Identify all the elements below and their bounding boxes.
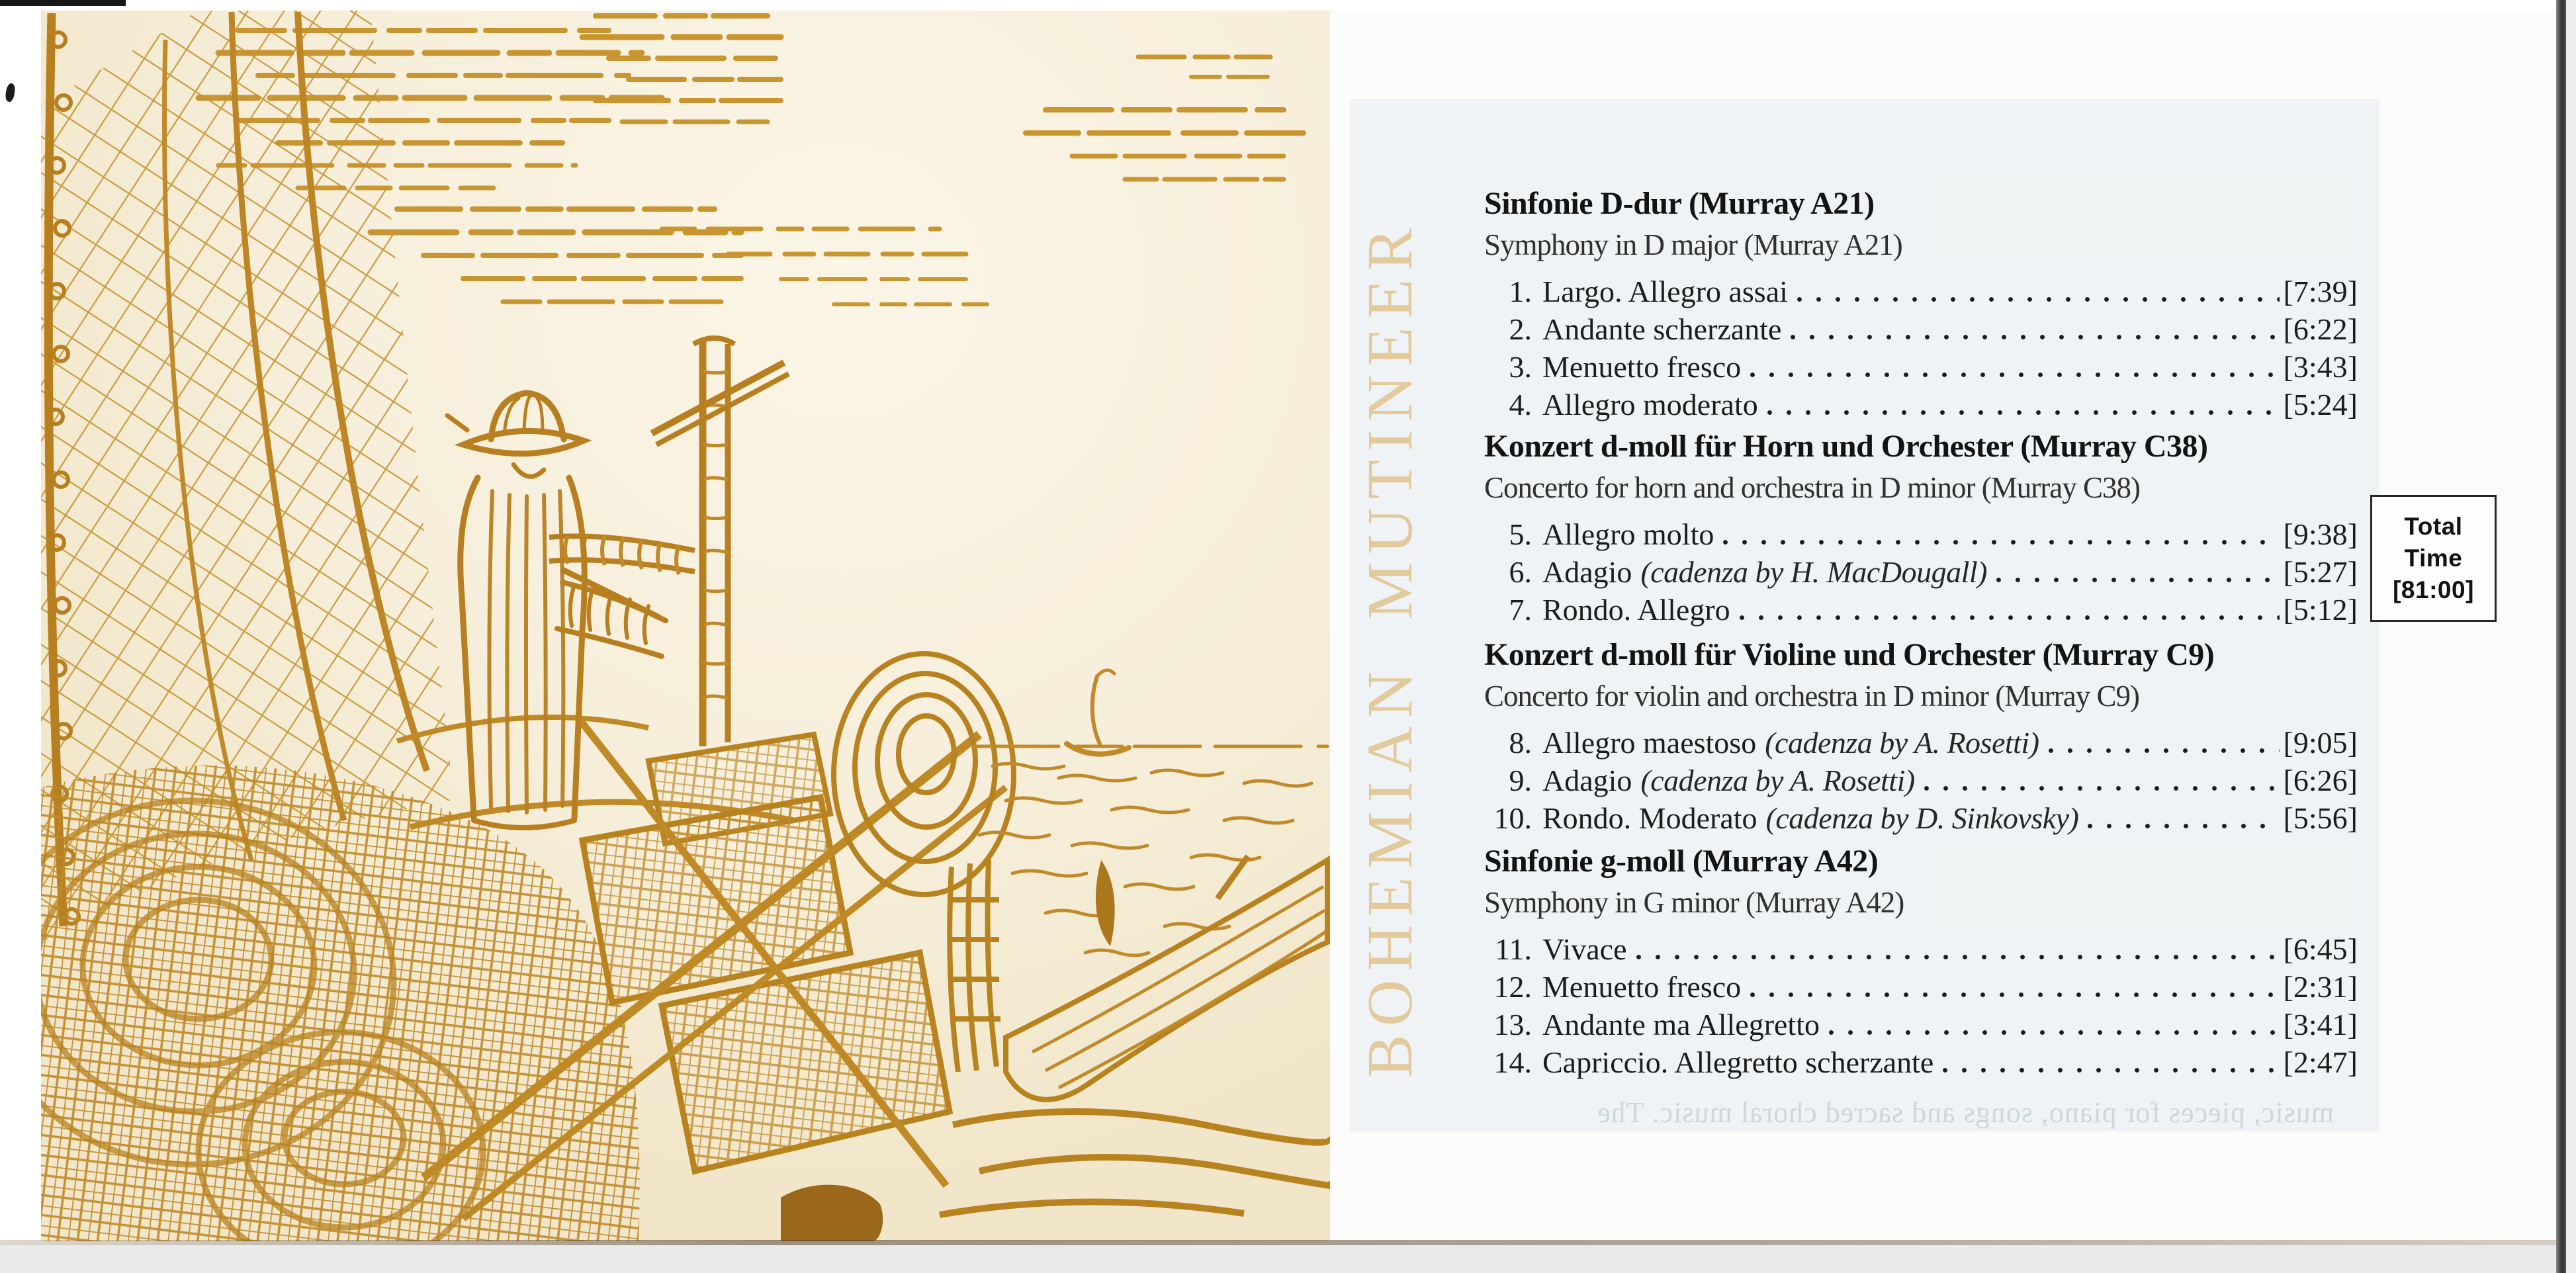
track-number: 10. [1493, 801, 1532, 835]
track-row [1484, 968, 2358, 1006]
left-page-illustration [41, 11, 1330, 1241]
total-time-line2: Time [2404, 545, 2463, 572]
track-time: [6:22] [2283, 312, 2358, 346]
track-time: [3:43] [2283, 350, 2358, 384]
total-time-line1: Total [2404, 513, 2463, 540]
work-title-english: Symphony in G minor (Murray A42) [1484, 886, 1904, 919]
track-row [1484, 799, 2358, 837]
dot-leader [1767, 410, 2280, 415]
track-number: 9. [1509, 764, 1532, 797]
scan-edge-top-bar [0, 0, 126, 6]
cadenza-credit: (cadenza by H. MacDougall) [1640, 555, 1987, 589]
track-title: Menuetto fresco [1542, 970, 1742, 1004]
cadenza-credit: (cadenza by A. Rosetti) [1765, 726, 2039, 760]
track-time: [5:12] [2283, 593, 2358, 627]
track-title: Adagio (cadenza by A. Rosetti) [1542, 764, 1915, 797]
track-row [1484, 273, 2358, 310]
track-number: 4. [1509, 388, 1532, 421]
dot-leader [1996, 578, 2280, 582]
track-number: 3. [1509, 350, 1532, 384]
dot-leader [2088, 824, 2279, 828]
track-title: Vivace [1542, 932, 1627, 966]
track-row [1484, 591, 2358, 629]
total-time-box [2370, 495, 2497, 622]
track-number: 14. [1493, 1045, 1532, 1079]
work-title-german: Sinfonie g-moll (Murray A42) [1484, 844, 1879, 879]
dot-leader [1750, 373, 2279, 377]
track-title: Largo. Allegro assai [1542, 275, 1788, 308]
track-title: Capriccio. Allegretto scherzante [1542, 1045, 1934, 1079]
dot-leader [1924, 786, 2280, 791]
track-time: [6:26] [2283, 764, 2358, 797]
track-number: 1. [1509, 275, 1532, 308]
track-time: [5:24] [2283, 388, 2358, 421]
track-row [1484, 348, 2358, 386]
total-time-value: [81:00] [2393, 576, 2474, 603]
track-title: Andante ma Allegretto [1542, 1008, 1820, 1041]
track-title: Rondo. Allegro [1542, 593, 1730, 627]
track-time: [5:27] [2283, 555, 2358, 589]
track-row [1484, 762, 2358, 799]
dot-leader [1750, 992, 2279, 997]
track-row [1484, 553, 2358, 591]
track-title: Andante scherzante [1542, 312, 1782, 346]
dot-leader [1740, 615, 2280, 620]
dot-leader [1791, 335, 2279, 339]
spine-title-vertical: BOHEMIAN MUTINEER [1355, 219, 1425, 1078]
work-title-german: Sinfonie D-dur (Murray A21) [1484, 186, 1875, 221]
scan-right-margin [2566, 0, 2576, 1273]
track-time: [9:05] [2283, 726, 2358, 760]
track-title: Allegro molto [1542, 517, 1714, 551]
track-row [1484, 386, 2358, 423]
track-time: [5:56] [2283, 801, 2358, 835]
cadenza-credit: (cadenza by D. Sinkovsky) [1765, 801, 2079, 835]
track-row [1484, 1043, 2358, 1081]
page-right-edge-shadow [2556, 0, 2566, 1273]
dot-leader [1723, 540, 2279, 545]
track-row [1484, 724, 2358, 762]
work-title-german: Konzert d-moll für Horn und Orchester (Murray C38) [1484, 429, 2208, 464]
dot-leader [1797, 297, 2280, 302]
track-title: Adagio (cadenza by H. MacDougall) [1542, 555, 1987, 589]
track-title: Menuetto fresco [1542, 350, 1742, 384]
track-number: 8. [1509, 726, 1532, 760]
track-number: 5. [1509, 517, 1532, 551]
track-time: [2:47] [2283, 1045, 2358, 1079]
work-title-german: Konzert d-moll für Violine und Orchester (Murray C9) [1484, 637, 2215, 672]
track-number: 6. [1509, 555, 1532, 589]
ghost-showthrough-text: music, pieces for piano, songs and sacred choral music. The [1597, 1096, 2334, 1129]
work-section-2 [1484, 427, 2358, 629]
dot-leader [1636, 955, 2280, 959]
track-time: [2:31] [2283, 970, 2358, 1004]
track-time: [3:41] [2283, 1008, 2358, 1041]
work-section-3 [1484, 635, 2358, 837]
track-number: 12. [1493, 970, 1532, 1004]
track-title: Allegro moderato [1542, 388, 1758, 421]
track-time: [9:38] [2283, 517, 2358, 551]
track-number: 2. [1509, 312, 1532, 346]
cadenza-credit: (cadenza by A. Rosetti) [1640, 764, 1915, 797]
work-title-english: Concerto for horn and orchestra in D minor (Murray C38) [1484, 471, 2140, 504]
dot-leader [1829, 1030, 2280, 1035]
track-title: Allegro maestoso (cadenza by A. Rosetti) [1542, 726, 2039, 760]
work-section-4 [1484, 842, 2358, 1081]
track-title: Rondo. Moderato (cadenza by D. Sinkovsky) [1542, 801, 2079, 835]
track-time: [7:39] [2283, 275, 2358, 308]
track-time: [6:45] [2283, 932, 2358, 966]
work-section-1 [1484, 184, 2358, 423]
dot-leader [2049, 748, 2280, 753]
track-number: 11. [1495, 932, 1532, 966]
work-title-english: Concerto for violin and orchestra in D minor (Murray C9) [1484, 680, 2139, 713]
track-row [1484, 515, 2358, 553]
scan-bottom-strip [0, 1245, 2576, 1273]
track-number: 7. [1509, 593, 1532, 627]
dot-leader [1943, 1068, 2279, 1073]
track-number: 13. [1493, 1008, 1532, 1041]
mutineer-etching [41, 11, 1330, 1241]
track-row [1484, 930, 2358, 968]
track-row [1484, 310, 2358, 348]
page-bottom-edge [0, 1240, 2566, 1245]
track-row [1484, 1006, 2358, 1043]
work-title-english: Symphony in D major (Murray A21) [1484, 228, 1902, 261]
scan-speck [5, 83, 16, 103]
